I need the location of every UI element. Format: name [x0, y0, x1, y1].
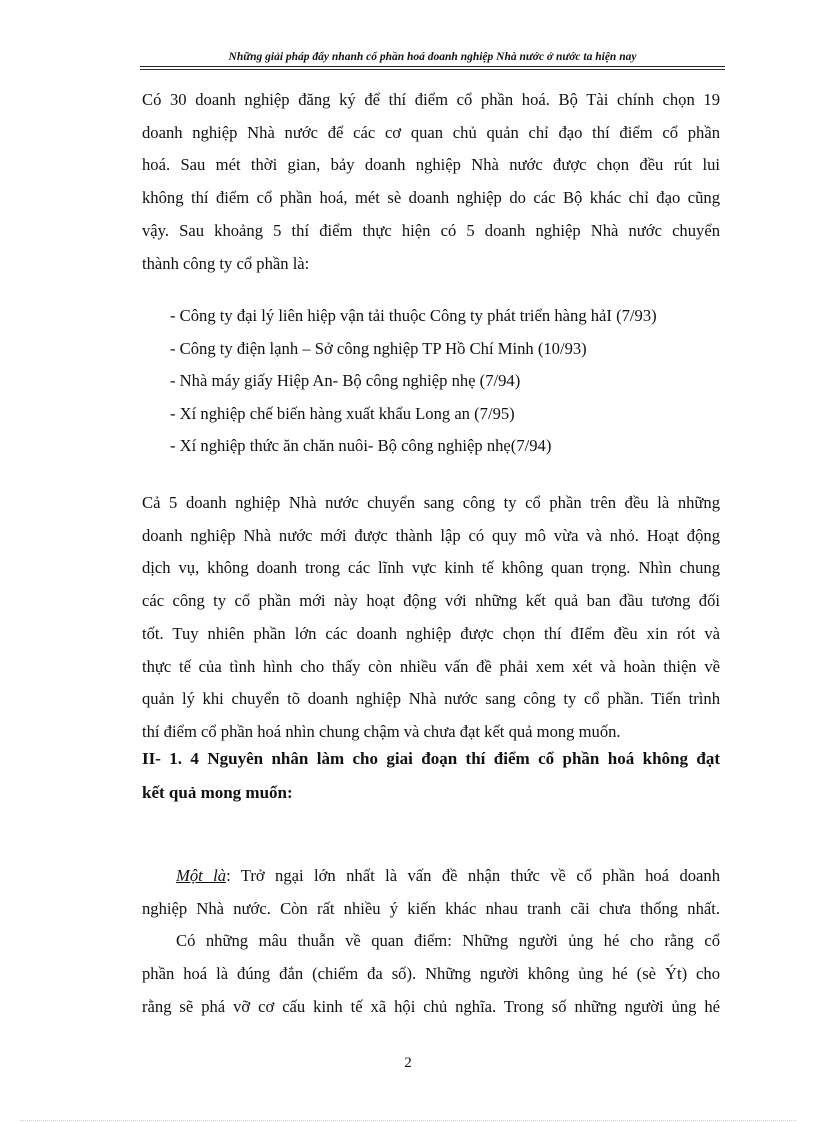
footer-dotted-line — [20, 1120, 796, 1121]
list-item: - Xí nghiệp chế biến hàng xuất khẩu Long an (7/95) — [170, 403, 515, 423]
company-list — [170, 300, 657, 463]
paragraph-line: doanh nghiệp Nhà nước để các cơ quan chủ quản chỉ đạo thí điểm cổ phần — [142, 122, 720, 142]
paragraph-line: phần hoá là đúng đắn (chiếm đa số). Những người không ủng hé (sè Ýt) cho — [142, 964, 720, 984]
list-item: - Công ty điện lạnh – Sở công nghiệp TP Hồ Chí Minh (10/93) — [170, 338, 587, 358]
lead-phrase: Một là — [176, 866, 227, 885]
paragraph-line: thí điểm cổ phần hoá nhìn chung chậm và chưa đạt kết quả mong muốn. — [142, 721, 621, 741]
section-heading-line: II- 1. 4 Nguyên nhân làm cho giai đoạn thí điểm cổ phần hoá không đạt — [142, 749, 720, 768]
paragraph-line — [142, 925, 720, 958]
paragraph-line: Có 30 doanh nghiệp đăng ký để thí điểm cổ phần hoá. Bộ Tài chính chọn 19 — [142, 90, 720, 109]
paragraph-line: hoá. Sau mét thời gian, bảy doanh nghiệp Nhà nước được chọn đều rút lui — [142, 155, 720, 175]
paragraph-pilot-enterprises — [142, 84, 720, 280]
paragraph-line: rằng sẽ phá vỡ cơ cấu kinh tế xã hội chủ nghĩa. Trong số những người ủng hé — [142, 996, 720, 1016]
list-item: - Xí nghiệp thức ăn chăn nuôi- Bộ công nghiệp nhẹ(7/94) — [170, 436, 552, 455]
page-number: 2 — [404, 1055, 412, 1071]
paragraph-line: không thí điểm cổ phần hoá, mét sè doanh nghiệp do các Bộ khác chỉ đạo cũng — [142, 188, 720, 208]
paragraph-line: dịch vụ, không doanh trong các lĩnh vực kinh tế không quan trọng. Nhìn chung — [142, 558, 720, 578]
paragraph-line: thành công ty cổ phần là: — [142, 253, 310, 273]
header-rule-thick — [140, 66, 725, 67]
paragraph-line: Cả 5 doanh nghiệp Nhà nước chuyển sang công ty cổ phần trên đều là những — [142, 493, 720, 512]
paragraph-line: thực tế của tình hình cho thấy còn nhiều vấn đề phải xem xét và hoàn thiện về — [142, 656, 720, 676]
running-header: Những giải pháp đẩy nhanh cổ phần hoá doanh nghiệp Nhà nước ở nước ta hiện nay — [228, 51, 637, 63]
paragraph-results — [142, 487, 720, 749]
paragraph-reasons — [142, 860, 720, 1024]
section-heading — [142, 742, 720, 810]
paragraph-line: doanh nghiệp Nhà nước mới được thành lập có quy mô vừa và nhỏ. Hoạt động — [142, 525, 720, 545]
lead-rest: : Trở ngại lớn nhất là vấn đề nhận thức về cổ phần hoá doanh — [226, 866, 720, 885]
section-heading-line: kết quả mong muốn: — [142, 783, 293, 802]
paragraph-line — [142, 860, 720, 893]
paragraph-line: nghiệp Nhà nước. Còn rất nhiều ý kiến khác nhau tranh cãi chưa thống nhất. — [142, 898, 720, 918]
paragraph-line: quản lý khi chuyển tõ doanh nghiệp Nhà nước sang công ty cổ phần. Tiến trình — [142, 689, 720, 709]
list-item: - Nhà máy giấy Hiệp An- Bộ công nghiệp nhẹ (7/94) — [170, 371, 521, 390]
paragraph-text: Có những mâu thuẫn về quan điểm: Những người ủng hé cho rằng cổ — [176, 931, 720, 951]
paragraph-line: các công ty cổ phần mới này hoạt động với những kết quả ban đầu tương đối — [142, 591, 720, 611]
paragraph-line: vậy. Sau khoảng 5 thí điểm thực hiện có 5 doanh nghiệp Nhà nước chuyển — [142, 220, 720, 240]
list-item: - Công ty đại lý liên hiệp vận tải thuộc Công ty phát triển hàng hảI (7/93) — [170, 306, 657, 325]
paragraph-line: tốt. Tuy nhiên phần lớn các doanh nghiệp được chọn thí đIểm đều xin rót và — [142, 623, 720, 643]
header-rule-thin — [140, 69, 725, 70]
